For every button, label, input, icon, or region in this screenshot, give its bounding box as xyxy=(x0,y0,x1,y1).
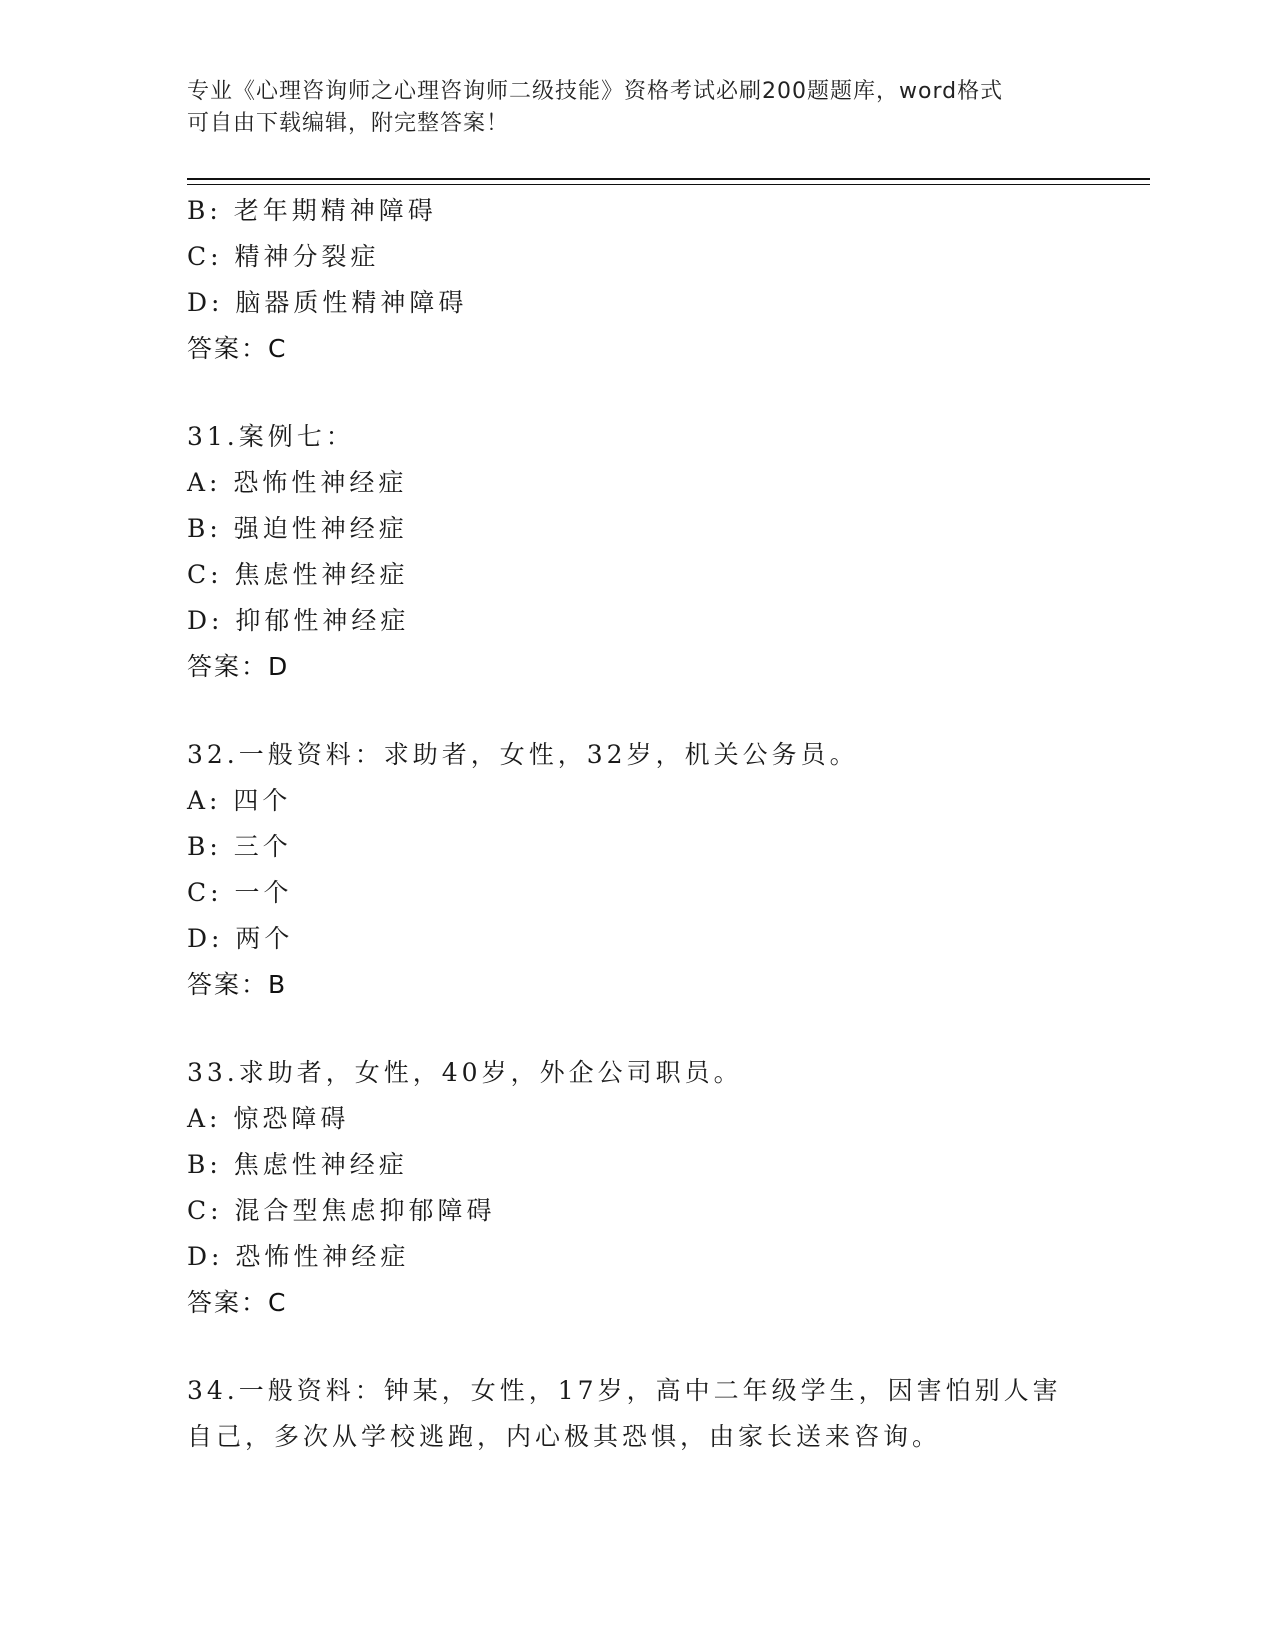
spacer xyxy=(187,1008,1087,1050)
header-line-1: 专业《心理咨询师之心理咨询师二级技能》资格考试必刷200题题库，word格式 xyxy=(187,79,1004,104)
question-32 xyxy=(187,732,1087,1008)
option-c: C: 精神分裂症 xyxy=(187,242,380,271)
question-stem: 34.一般资料：钟某，女性，17岁，高中二年级学生，因害怕别人害自己，多次从学校逃跑，内心极其恐惧，由家长送来咨询。 xyxy=(187,1376,1062,1451)
option-d: D: 脑器质性精神障碍 xyxy=(187,288,468,317)
option-c: C: 一个 xyxy=(187,878,293,907)
spacer xyxy=(187,372,1087,414)
question-stem: 31.案例七： xyxy=(187,422,355,451)
answer-line: 答案：C xyxy=(187,334,288,363)
option-d: D: 恐怖性神经症 xyxy=(187,1242,410,1271)
answer-line: 答案：C xyxy=(187,1288,288,1317)
option-b: B: 三个 xyxy=(187,832,292,861)
option-a: A: 四个 xyxy=(187,786,292,815)
option-b: B: 焦虑性神经症 xyxy=(187,1150,408,1179)
option-d: D: 抑郁性神经症 xyxy=(187,606,410,635)
question-stem: 33.求助者，女性，40岁，外企公司职员。 xyxy=(187,1058,743,1087)
option-c: C: 混合型焦虑抑郁障碍 xyxy=(187,1196,496,1225)
header-rule-thick xyxy=(187,178,1150,180)
option-b: B: 老年期精神障碍 xyxy=(187,196,437,225)
option-a: A: 惊恐障碍 xyxy=(187,1104,350,1133)
answer-line: 答案：B xyxy=(187,970,288,999)
header-rule-thin xyxy=(187,184,1150,185)
option-b: B: 强迫性神经症 xyxy=(187,514,408,543)
option-d: D: 两个 xyxy=(187,924,294,953)
option-c: C: 焦虑性神经症 xyxy=(187,560,409,589)
spacer xyxy=(187,690,1087,732)
option-a: A: 恐怖性神经症 xyxy=(187,468,408,497)
answer-line: 答案：D xyxy=(187,652,290,681)
spacer xyxy=(187,1326,1087,1368)
document-header xyxy=(187,76,1067,140)
question-34 xyxy=(187,1368,1087,1460)
question-33 xyxy=(187,1050,1087,1326)
question-list xyxy=(187,188,1087,1460)
header-line-2: 可自由下载编辑，附完整答案！ xyxy=(187,111,510,136)
question-stem: 32.一般资料：求助者，女性，32岁，机关公务员。 xyxy=(187,740,859,769)
question-31 xyxy=(187,414,1087,690)
question-30 xyxy=(187,188,1087,372)
